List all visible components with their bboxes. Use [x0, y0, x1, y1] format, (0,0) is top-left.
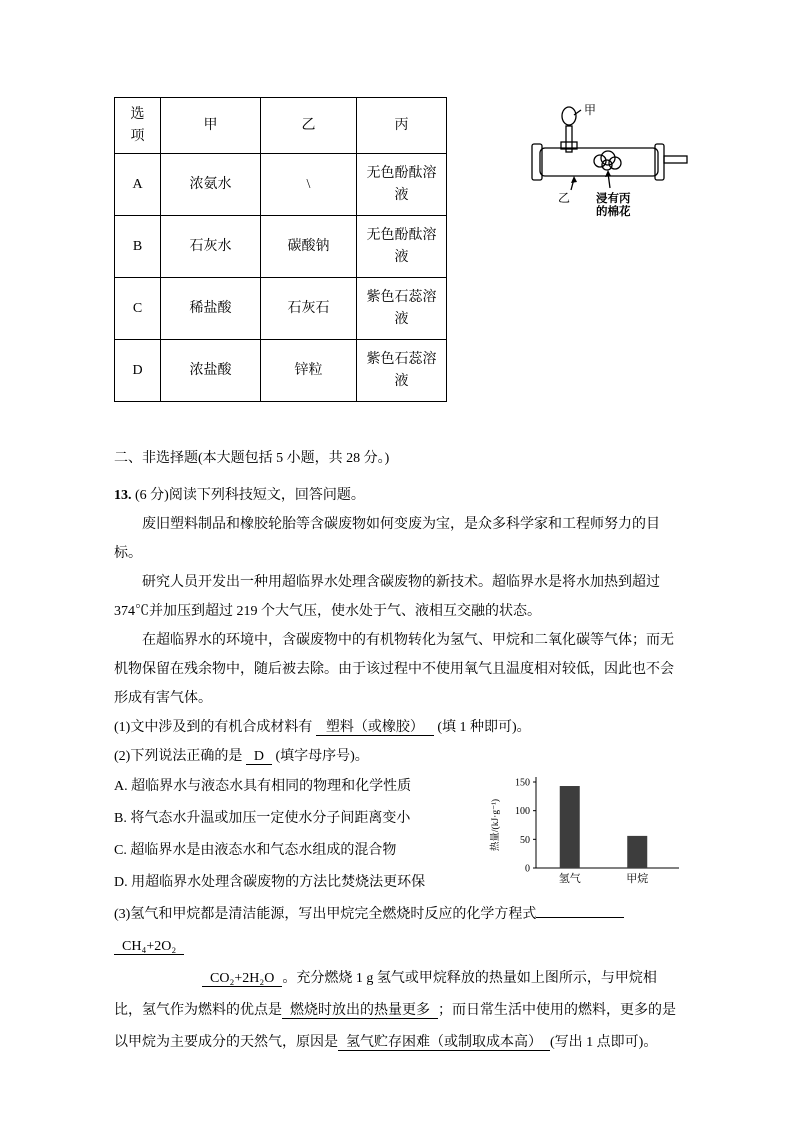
q3-text-mid1: 。充分燃烧 1 g 氢气或甲烷释放的热量如上图所示，与甲烷相比，氢气作为燃料的优点是 [114, 971, 657, 1018]
table-cell: 无色酚酞溶液 [357, 154, 447, 216]
table-header-yi: 乙 [261, 98, 357, 154]
sub-question-1 [114, 713, 684, 742]
sub-question-3 [114, 899, 684, 963]
passage-paragraph-2: 研究人员开发出一种用超临界水处理含碳废物的新技术。超临界水是将水加热到超过374℃并加压到超过 219 个大气压，使水处于气、液相互交融的状态。 [114, 575, 660, 619]
apparatus-tube [540, 148, 658, 176]
table-header-jia: 甲 [161, 98, 261, 154]
bing-arrowhead [605, 170, 611, 177]
apparatus-label-yi: 乙 [558, 191, 571, 205]
table-cell: A [115, 154, 161, 216]
svg-text:热量/(kJ·g⁻¹): 热量/(kJ·g⁻¹) [491, 798, 501, 852]
svg-text:氢气: 氢气 [558, 873, 581, 885]
option-C: C. 超临界水是由液态水和气态水组成的混合物 [114, 843, 397, 858]
apparatus-label-bing-line1: 浸有丙 [596, 193, 631, 205]
q1-answer-blank: 塑料（或橡胶） [316, 720, 434, 736]
table-cell: 稀盐酸 [161, 278, 261, 340]
options-table [114, 97, 447, 402]
table-row [115, 278, 447, 340]
yi-arrowhead [571, 176, 577, 183]
sub-question-2 [114, 742, 684, 771]
svg-text:0: 0 [525, 863, 530, 875]
table-cell: 石灰水 [161, 216, 261, 278]
heat-bar-chart-svg [486, 772, 696, 900]
apparatus-diagram [524, 98, 694, 230]
apparatus-label-bing-line2: 的棉花 [596, 206, 631, 218]
table-cell: 无色酚酞溶液 [357, 216, 447, 278]
option-B: B. 将气态水升温或加压一定使水分子间距离变小 [114, 811, 411, 826]
option-D: D. 用超临界水处理含碳废物的方法比焚烧法更环保 [114, 875, 426, 890]
table-cell: 锌粒 [261, 340, 357, 402]
svg-text:100: 100 [515, 806, 530, 818]
question-content [114, 444, 684, 1059]
svg-text:150: 150 [515, 777, 530, 789]
passage-paragraph-3: 在超临界水的环境中，含碳废物中的有机物转化为氢气、甲烷和二氧化碳等气体；而无机物保留在残余物中，随后被去除。由于该过程中不使用氧气且温度相对较低，因此也不会形成有害气体。 [114, 633, 674, 706]
question-intro-text: (6 分)阅读下列科技短文，回答问题。 [135, 488, 365, 503]
section-heading: 二、非选择题(本大题包括 5 小题，共 28 分。) [114, 451, 390, 466]
table-row [115, 340, 447, 402]
table-cell: 石灰石 [261, 278, 357, 340]
table-header-row [115, 98, 447, 154]
table-cell: D [115, 340, 161, 402]
equation-right: CO₂+2H₂O [202, 971, 282, 987]
q3-text-pre: (3)氢气和甲烷都是清洁能源，写出甲烷完全燃烧时反应的化学方程式 [114, 907, 537, 922]
table-cell: 碳酸钠 [261, 216, 357, 278]
table-cell: 浓盐酸 [161, 340, 261, 402]
equation-left: CH₄+2O₂ [114, 939, 184, 955]
table-cell: B [115, 216, 161, 278]
svg-text:50: 50 [520, 834, 530, 846]
option-A: A. 超临界水与液态水具有相同的物理和化学性质 [114, 779, 412, 794]
sub-question-3-continued [114, 963, 684, 1059]
equation-blank-line [536, 905, 624, 918]
question-13-intro [114, 481, 684, 510]
apparatus-label-jia: 甲 [584, 103, 597, 117]
table-cell: 浓氨水 [161, 154, 261, 216]
q1-text-post: (填 1 种即可)。 [437, 720, 531, 735]
dropper-bulb [562, 107, 576, 125]
table-row [115, 154, 447, 216]
table-cell: 紫色石蕊溶液 [357, 278, 447, 340]
table-header-option: 选项 [115, 98, 161, 154]
q3-answer-blank-2: 氢气贮存困难（或制取成本高） [338, 1035, 550, 1051]
table-row [115, 216, 447, 278]
table-cell: 紫色石蕊溶液 [357, 340, 447, 402]
question-number: 13. [114, 488, 132, 503]
table-cell: \ [261, 154, 357, 216]
svg-text:甲烷: 甲烷 [626, 873, 649, 885]
apparatus-outlet-tube [664, 156, 687, 163]
passage-paragraph-1: 废旧塑料制品和橡胶轮胎等含碳废物如何变废为宝，是众多科学家和工程师努力的目标。 [114, 517, 660, 561]
q3-text-mid2: ；而日常生活中使用的燃料，更多的是以甲烷为主要成分的天然气，原因是 [114, 1003, 676, 1050]
q3-answer-blank-1: 燃烧时放出的热量更多 [282, 1003, 438, 1019]
q1-text-pre: (1)文中涉及到的有机合成材料有 [114, 720, 313, 735]
q2-answer-blank: D [246, 749, 272, 765]
table-cell: C [115, 278, 161, 340]
table-header-bing: 丙 [357, 98, 447, 154]
q2-text-post: (填字母序号)。 [275, 749, 369, 764]
heat-release-chart [486, 772, 696, 900]
q3-text-post: (写出 1 点即可)。 [550, 1035, 658, 1050]
q2-text-pre: (2)下列说法正确的是 [114, 749, 243, 764]
